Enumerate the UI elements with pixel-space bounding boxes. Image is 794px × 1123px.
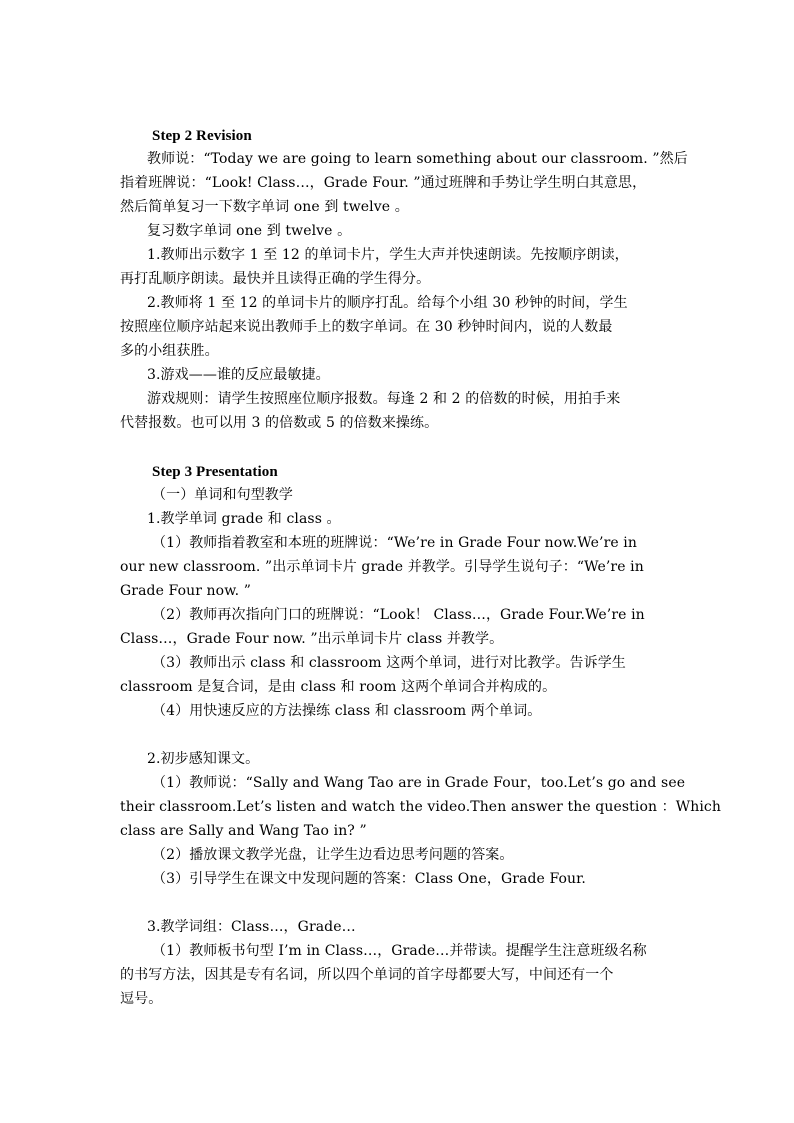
step2-line: 2.教师将 1 至 12 的单词卡片的顺序打乱。给每个小组 30 秒钟的时间，学生 — [147, 295, 628, 311]
step3-line: their classroom.Let’s listen and watch the video.Then answer the question ：Which — [120, 799, 721, 815]
step3-line: Grade Four now. ” — [120, 583, 251, 599]
step3-line: 2.初步感知课文。 — [147, 751, 260, 767]
step3-line: class are Sally and Wang Tao in? ” — [120, 823, 367, 839]
step2-line: 1.教师出示数字 1 至 12 的单词卡片，学生大声并快速朗读。先按顺序朗读， — [147, 247, 629, 263]
step3-line: （1）教师指着教室和本班的班牌说：“We’re in Grade Four now.We’re in — [152, 535, 637, 551]
step3-line: （一）单词和句型教学 — [152, 487, 293, 503]
step3-line: Class…，Grade Four now. ”出示单词卡片 class 并教学。 — [120, 631, 504, 647]
step3-line: our new classroom. ”出示单词卡片 grade 并教学。引导学生说句子：“We’re in — [120, 559, 644, 575]
step3-line: （3）引导学生在课文中发现问题的答案：Class One，Grade Four. — [152, 871, 586, 887]
step3-line: （4）用快速反应的方法操练 class 和 classroom 两个单词。 — [152, 703, 542, 719]
step2-line: 然后简单复习一下数字单词 one 到 twelve 。 — [120, 199, 409, 215]
step3-line: （3）教师出示 class 和 classroom 这两个单词，进行对比教学。告诉学生 — [152, 655, 626, 671]
step3-line: 的书写方法，因其是专有名词，所以四个单词的首字母都要大写，中间还有一个 — [120, 967, 614, 983]
step2-line: 指着班牌说：“Look! Class…，Grade Four. ”通过班牌和手势让学生明白其意思， — [120, 175, 647, 191]
step3-line: 3.教学词组：Class…，Grade… — [147, 919, 356, 935]
step2-line: 多的小组获胜。 — [120, 343, 219, 359]
step3-line: （2）播放课文教学光盘，让学生边看边思考问题的答案。 — [152, 847, 514, 863]
step3-line: 逗号。 — [120, 991, 163, 1007]
step3-line: （1）教师说：“Sally and Wang Tao are in Grade Four，too.Let’s go and see — [152, 775, 686, 791]
step2-line: 代替报数。也可以用 3 的倍数或 5 的倍数来操练。 — [120, 415, 439, 431]
step2-line: 游戏规则：请学生按照座位顺序报数。每逢 2 和 2 的倍数的时候，用拍手来 — [147, 391, 621, 407]
step3-heading: Step 3 Presentation — [152, 464, 278, 480]
step2-line: 3.游戏——谁的反应最敏捷。 — [147, 367, 330, 383]
step2-line: 教师说：“Today we are going to learn something about our classroom. ”然后 — [147, 151, 688, 167]
step3-line: 1.教学单词 grade 和 class 。 — [147, 511, 341, 527]
step3-line: classroom 是复合词，是由 class 和 room 这两个单词合并构成的。 — [120, 679, 557, 695]
step2-line: 再打乱顺序朗读。最快并且读得正确的学生得分。 — [120, 271, 431, 287]
step2-heading: Step 2 Revision — [152, 128, 252, 144]
step2-line: 复习数字单词 one 到 twelve 。 — [147, 223, 352, 239]
step3-line: （2）教师再次指向门口的班牌说：“Look！ Class…，Grade Four.We’re in — [152, 607, 645, 623]
step3-line: （1）教师板书句型 I’m in Class…，Grade…并带读。提醒学生注意班级名称 — [152, 943, 647, 959]
step2-line: 按照座位顺序站起来说出教师手上的数字单词。在 30 秒钟时间内，说的人数最 — [120, 319, 613, 335]
